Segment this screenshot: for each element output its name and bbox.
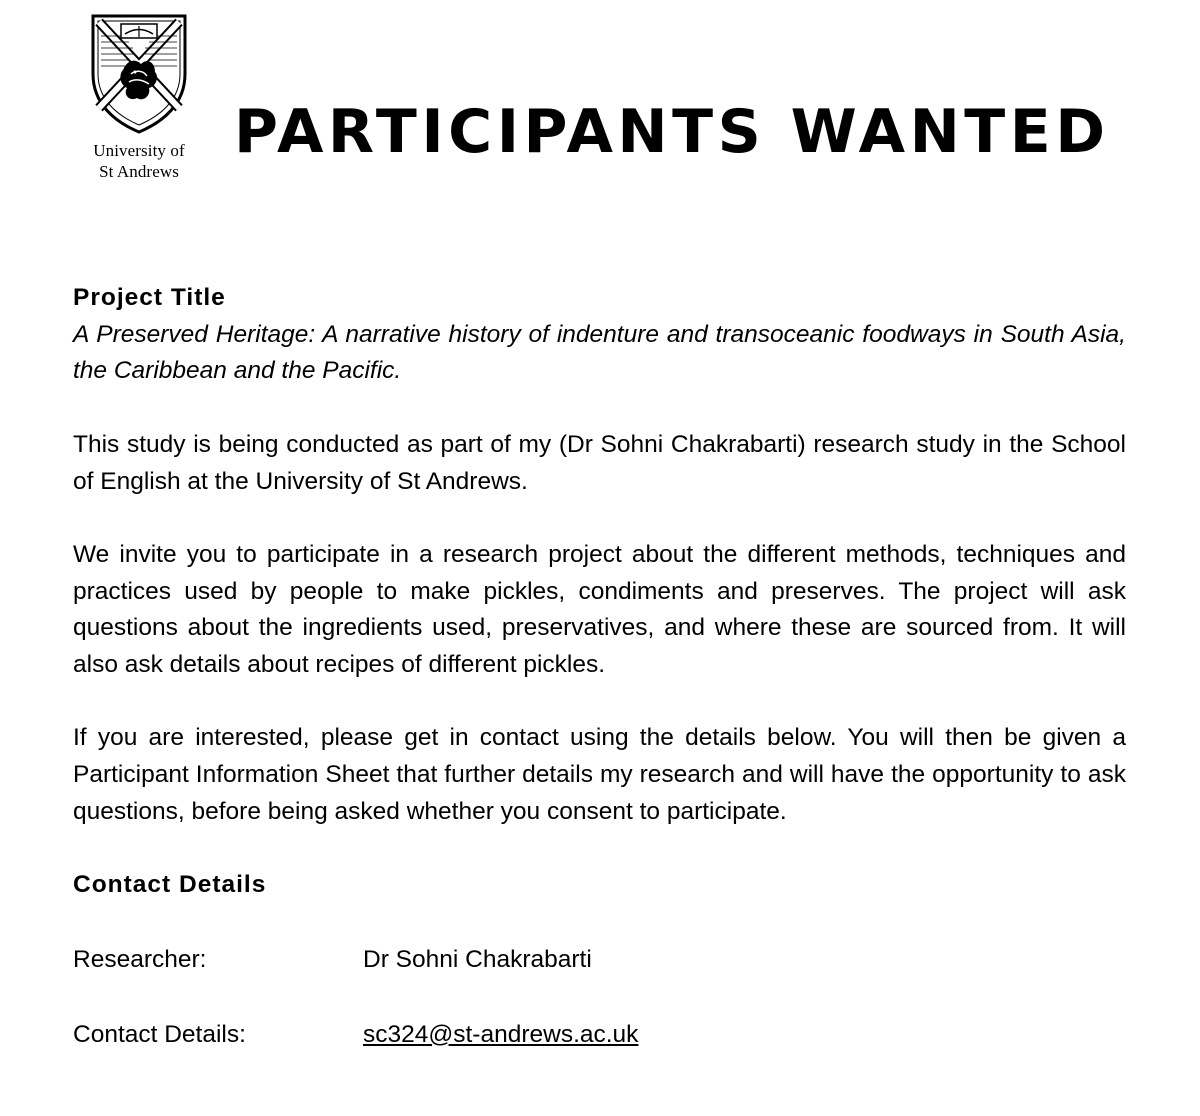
page-title: PARTICIPANTS WANTED <box>234 97 1110 167</box>
university-logo <box>78 12 200 182</box>
researcher-label: Researcher: <box>73 945 207 973</box>
project-title-heading: Project Title <box>73 284 226 311</box>
invite-paragraph: We invite you to participate in a research project about the different methods, techniques and practices used by people to make pickles, condiments and preserves. The project will ask questions about the ingredients used, preservatives, and where these are sourced from. It will also ask details about recipes of different pickles. <box>73 540 1126 678</box>
logo-text-line-2: St Andrews <box>99 162 179 181</box>
university-crest-icon <box>89 12 189 136</box>
researcher-row <box>73 942 1126 979</box>
researcher-name: Dr Sohni Chakrabarti <box>363 945 592 973</box>
study-paragraph: This study is being conducted as part of my (Dr Sohni Chakrabarti) research study in the School of English at the University of St Andrews. <box>73 430 1126 495</box>
poster-body <box>73 280 1126 1053</box>
contact-details-heading: Contact Details <box>73 871 267 899</box>
contact-email-link[interactable]: sc324@st-andrews.ac.uk <box>363 1020 639 1048</box>
logo-text-line-1: University of <box>93 141 185 160</box>
contact-email-label: Contact Details: <box>73 1020 246 1048</box>
project-title-text: A Preserved Heritage: A narrative history of indenture and transoceanic foodways in South Asia, the Caribbean and the Pacific. <box>73 320 1126 385</box>
contact-email-row <box>73 1017 1126 1054</box>
interest-paragraph: If you are interested, please get in contact using the details below. You will then be given a Participant Information Sheet that further details my research and will have the opportunity to ask questions, before being asked whether you consent to participate. <box>73 724 1126 825</box>
